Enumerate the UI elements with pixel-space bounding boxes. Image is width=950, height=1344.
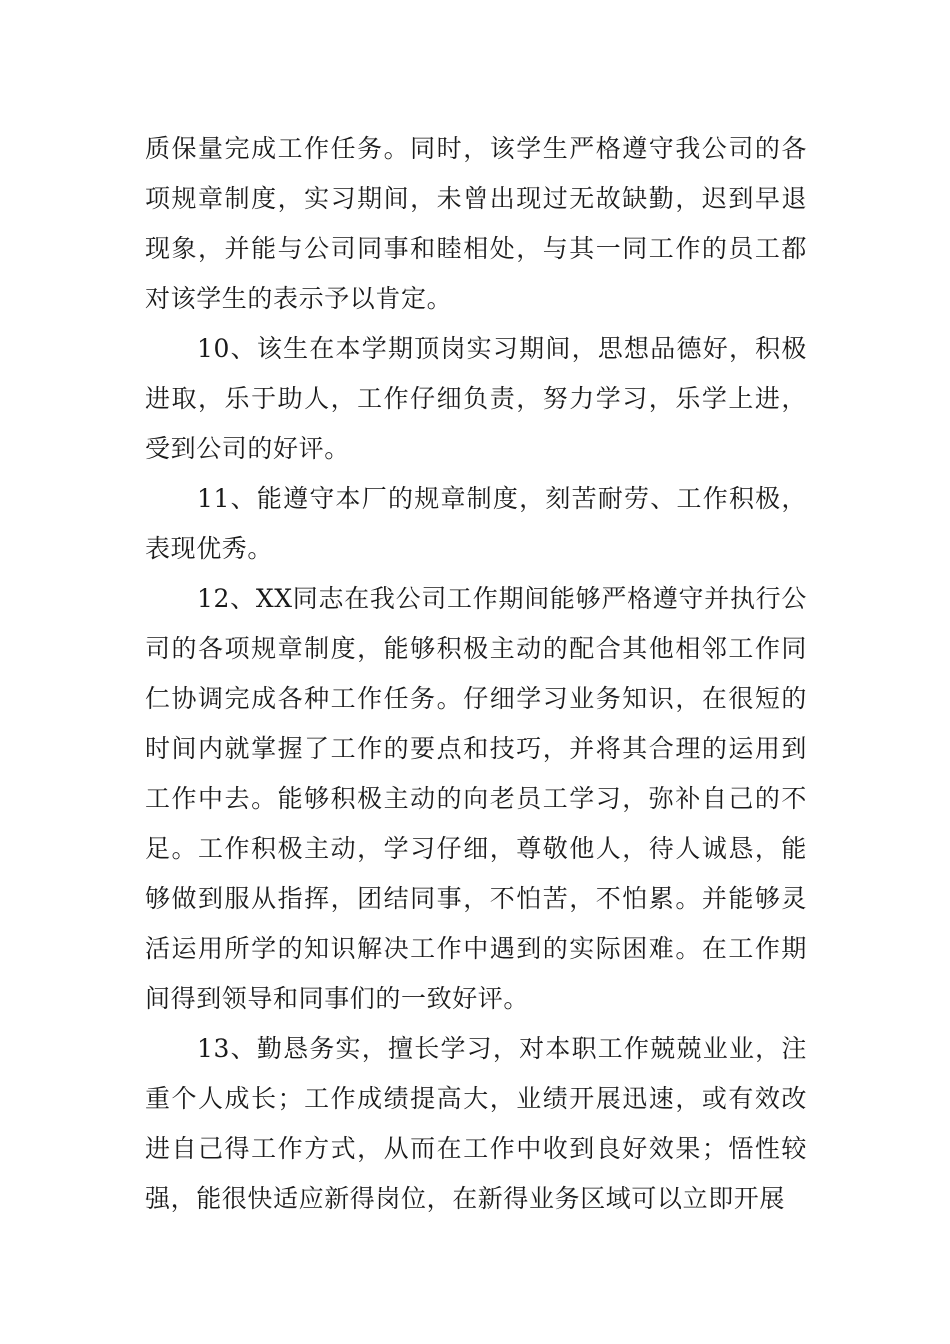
paragraph-item-13: 13、勤恳务实，擅长学习，对本职工作兢兢业业，注重个人成长；工作成绩提高大，业绩开展迅速，或有效改进自己得工作方式，从而在工作中收到良好效果；悟性较强，能很快适应新得岗位，在新得业务区域可以立即开展	[145, 1034, 807, 1213]
paragraph-item-10: 10、该生在本学期顶岗实习期间，思想品德好，积极进取，乐于助人，工作仔细负责，努力学习，乐学上进，受到公司的好评。	[145, 334, 807, 463]
paragraph-item-11: 11、能遵守本厂的规章制度，刻苦耐劳、工作积极，表现优秀。	[145, 484, 807, 563]
document-body	[145, 124, 807, 1224]
paragraph-item-12: 12、XX同志在我公司工作期间能够严格遵守并执行公司的各项规章制度，能够积极主动的配合其他相邻工作同仁协调完成各种工作任务。仔细学习业务知识，在很短的时间内就掌握了工作的要点和技巧，并将其合理的运用到工作中去。能够积极主动的向老员工学习，弥补自己的不足。工作积极主动，学习仔细，尊敬他人，待人诚恳，能够做到服从指挥，团结同事，不怕苦，不怕累。并能够灵活运用所学的知识解决工作中遇到的实际困难。在工作期间得到领导和同事们的一致好评。	[145, 584, 807, 1013]
paragraph-continuation: 质保量完成工作任务。同时，该学生严格遵守我公司的各项规章制度，实习期间，未曾出现过无故缺勤，迟到早退现象，并能与公司同事和睦相处，与其一同工作的员工都对该学生的表示予以肯定。	[145, 134, 807, 313]
